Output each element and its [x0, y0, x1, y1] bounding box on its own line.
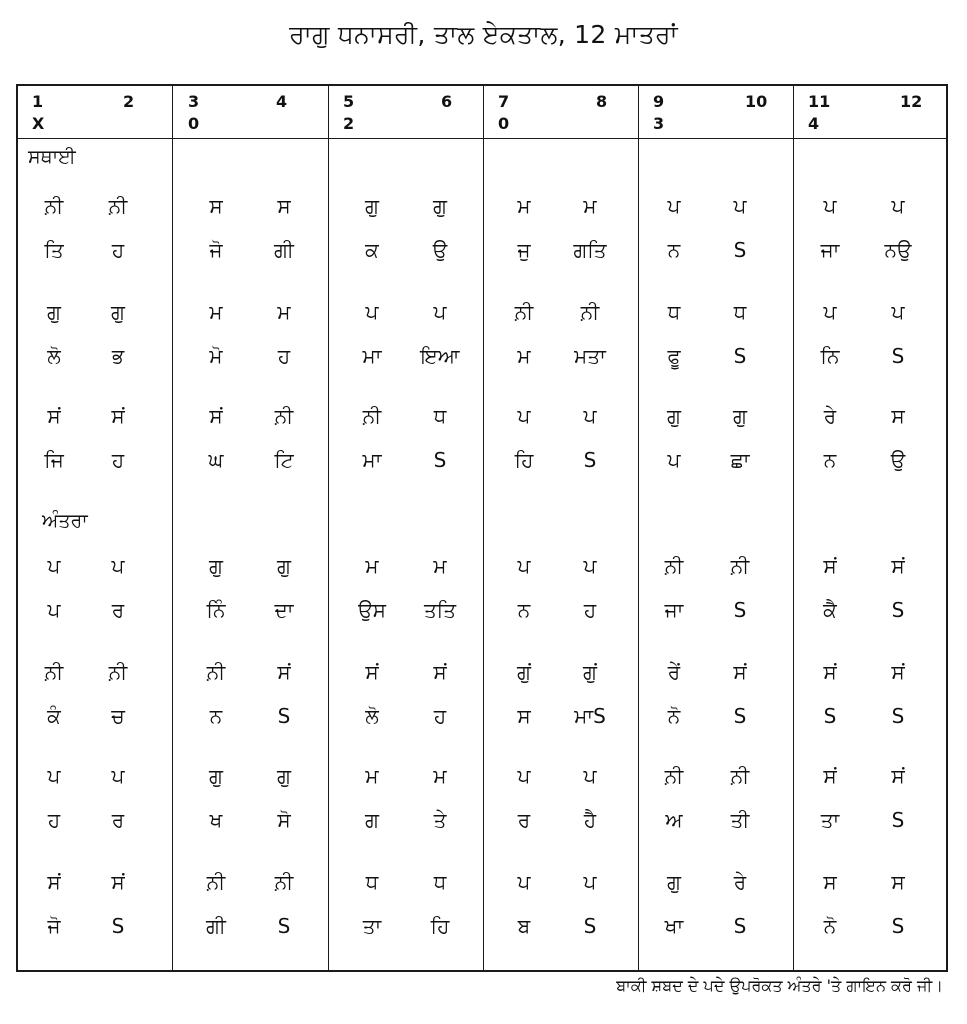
column-divider — [638, 86, 639, 970]
bol-cell: ਹੈ — [583, 808, 597, 832]
bol-cell: ਕ — [365, 238, 379, 262]
swar-cell: ਮ — [517, 194, 531, 218]
swar-cell: ਨ਼ੀ — [730, 554, 750, 578]
bol-cell: ਨ — [667, 238, 681, 262]
bol-cell: ਕੰ — [47, 704, 61, 728]
bol-cell: ਖ — [209, 808, 223, 832]
swar-cell: ਮ — [365, 554, 379, 578]
bol-cell: ਗਤਿ — [573, 238, 607, 262]
bol-cell: ਹਿ — [514, 448, 534, 472]
swar-cell: ਨ਼ੀ — [206, 870, 226, 894]
bol-cell: ਇਆ — [420, 344, 460, 368]
bol-cell: ਜੁ — [517, 238, 531, 262]
swar-cell: ਸਂ — [823, 764, 837, 788]
swar-cell: ਗੁ — [733, 404, 747, 428]
swar-cell: ਪ — [433, 300, 447, 324]
bol-cell: ਮ — [517, 344, 531, 368]
swar-cell: ਸਂ — [433, 660, 447, 684]
taal-mark: X — [32, 114, 45, 133]
swar-cell: ਸ — [277, 194, 291, 218]
bol-cell: S — [277, 914, 291, 938]
section-label-antra: ਅੰਤਰਾ — [42, 510, 88, 532]
swar-cell: ਗੁ — [209, 764, 223, 788]
swar-cell: ਸਂ — [277, 660, 291, 684]
taal-mark: 4 — [808, 114, 820, 133]
bol-cell: ਨਿ — [820, 344, 840, 368]
bol-cell: ਰ — [517, 808, 531, 832]
bol-cell: ਚ — [111, 704, 125, 728]
swar-cell: ਪ — [111, 554, 125, 578]
swar-cell: ਨ਼ੀ — [44, 660, 64, 684]
bol-cell: ਅ — [665, 808, 683, 832]
swar-cell: ਮ — [277, 300, 291, 324]
swar-cell: ਨ਼ੀ — [274, 404, 294, 428]
bol-cell: ਹ — [111, 238, 125, 262]
beat-number: 9 — [653, 92, 665, 111]
bol-cell: S — [823, 704, 837, 728]
bol-cell: ਭ — [111, 344, 125, 368]
beat-number: 10 — [745, 92, 768, 111]
taal-mark: 0 — [188, 114, 200, 133]
swar-cell: ਰੇ — [733, 870, 747, 894]
swar-cell: ਗੁ — [47, 300, 61, 324]
bol-cell: S — [583, 914, 597, 938]
bol-cell: S — [733, 704, 747, 728]
bol-cell: ਬ — [517, 914, 531, 938]
swar-cell: ਨ਼ੀ — [108, 660, 128, 684]
bol-cell: ਜਾ — [820, 238, 840, 262]
bol-cell: ਨਉ — [884, 238, 912, 262]
swar-cell: ਪ — [47, 554, 61, 578]
bol-cell: ਉਸ — [358, 598, 386, 622]
swar-cell: ਗੁਂ — [517, 660, 531, 684]
bol-cell: ਟਿ — [274, 448, 294, 472]
swar-cell: ਪ — [583, 554, 597, 578]
swar-cell: ਸ — [823, 870, 837, 894]
swar-cell: ਪ — [583, 764, 597, 788]
bol-cell: S — [891, 598, 905, 622]
taal-mark: 2 — [343, 114, 355, 133]
swar-cell: ਨ਼ੀ — [274, 870, 294, 894]
swar-cell: ਨ਼ੀ — [664, 554, 684, 578]
bol-cell: S — [111, 914, 125, 938]
taal-mark: 3 — [653, 114, 665, 133]
page-title: ਰਾਗੁ ਧਨਾਸਰੀ, ਤਾਲ ਏਕਤਾਲ, 12 ਮਾਤਰਾਂ — [289, 20, 678, 49]
bol-cell: S — [733, 238, 747, 262]
bol-cell: S — [733, 344, 747, 368]
swar-cell: ਸ — [209, 194, 223, 218]
bol-cell: S — [891, 914, 905, 938]
beat-number: 2 — [123, 92, 135, 111]
bol-cell: ਗ — [365, 808, 379, 832]
bol-cell: ਨੋ — [823, 914, 837, 938]
beat-number: 1 — [32, 92, 44, 111]
swar-cell: ਧ — [667, 300, 681, 324]
bol-cell: ਹ — [433, 704, 447, 728]
bol-cell: ਤੇ — [433, 808, 447, 832]
bol-cell: ਸ — [517, 704, 531, 728]
swar-cell: ਮ — [209, 300, 223, 324]
bol-cell: ਮਾS — [574, 704, 606, 728]
taal-mark: 0 — [498, 114, 510, 133]
bol-cell: ਮਤਾ — [574, 344, 606, 368]
bol-cell: S — [583, 448, 597, 472]
bol-cell: ਤਤਿ — [423, 598, 457, 622]
bol-cell: ਦਾ — [274, 598, 294, 622]
bol-cell: ਮਾ — [362, 344, 382, 368]
bol-cell: ਜਿ — [44, 448, 64, 472]
bol-cell: ਕੈ — [823, 598, 837, 622]
swar-cell: ਪ — [517, 554, 531, 578]
swar-cell: ਨ਼ੀ — [362, 404, 382, 428]
beat-number: 8 — [596, 92, 608, 111]
swar-cell: ਪ — [583, 404, 597, 428]
bol-cell: ਮਾ — [362, 448, 382, 472]
bol-cell: S — [891, 808, 905, 832]
swar-cell: ਮ — [365, 764, 379, 788]
swar-cell: ਸ — [891, 404, 905, 428]
bol-cell: ਹ — [583, 598, 597, 622]
bol-cell: ਨਿੰ — [206, 598, 226, 622]
beat-number: 5 — [343, 92, 355, 111]
bol-cell: ਉ — [432, 238, 448, 262]
bol-cell: ਲੋ — [365, 704, 379, 728]
bol-cell: ਪ — [667, 448, 681, 472]
bol-cell: S — [891, 344, 905, 368]
swar-cell: ਪ — [47, 764, 61, 788]
beat-number: 4 — [276, 92, 288, 111]
swar-cell: ਗੁ — [365, 194, 379, 218]
bol-cell: ਜੋ — [47, 914, 61, 938]
swar-cell: ਰੇ — [823, 404, 837, 428]
bol-cell: ਗੀ — [206, 914, 226, 938]
section-label-sthayi: ਸਥਾਈ — [28, 146, 76, 168]
swar-cell: ਸਂ — [111, 404, 125, 428]
bol-cell: ਖਾ — [664, 914, 684, 938]
column-divider — [793, 86, 794, 970]
swar-cell: ਗੁ — [667, 404, 681, 428]
swar-cell: ਨ਼ੀ — [664, 764, 684, 788]
bol-cell: ਨ — [823, 448, 837, 472]
swar-cell: ਪ — [891, 300, 905, 324]
bol-cell: ਜਾ — [664, 598, 684, 622]
swar-cell: ਸਂ — [891, 660, 905, 684]
bol-cell: S — [733, 598, 747, 622]
bol-cell: ਫੂ — [667, 344, 681, 368]
bol-cell: ਤਾ — [362, 914, 382, 938]
bol-cell: S — [733, 914, 747, 938]
swar-cell: ਧ — [365, 870, 379, 894]
bol-cell: S — [891, 704, 905, 728]
bol-cell: ਘ — [208, 448, 224, 472]
swar-cell: ਨ਼ੀ — [206, 660, 226, 684]
bol-cell: ਉ — [890, 448, 906, 472]
bol-cell: ਜੋ — [209, 238, 223, 262]
beat-number: 6 — [441, 92, 453, 111]
swar-cell: ਗੁ — [277, 764, 291, 788]
swar-cell: ਗੁ — [209, 554, 223, 578]
bol-cell: ਤੀ — [730, 808, 750, 832]
header-divider — [18, 138, 946, 139]
swar-cell: ਸਂ — [823, 554, 837, 578]
column-divider — [328, 86, 329, 970]
swar-cell: ਮ — [433, 554, 447, 578]
swar-cell: ਸਂ — [47, 404, 61, 428]
footer-note: ਬਾਕੀ ਸ਼ਬਦ ਦੇ ਪਦੇ ਉਪਰੋਕਤ ਅੰਤਰੇ 'ਤੇ ਗਾਇਨ ਕਰੋ ਜੀ। — [616, 976, 943, 995]
swar-cell: ਸਂ — [823, 660, 837, 684]
bol-cell: ਪ — [47, 598, 61, 622]
bol-cell: ਨ — [517, 598, 531, 622]
column-divider — [483, 86, 484, 970]
swar-cell: ਰੇਂ — [667, 660, 681, 684]
bol-cell: ਨ — [209, 704, 223, 728]
bol-cell: S — [433, 448, 447, 472]
swar-cell: ਪ — [667, 194, 681, 218]
swar-cell: ਗੁ — [277, 554, 291, 578]
swar-cell: ਸਂ — [733, 660, 747, 684]
swar-cell: ਗੁ — [667, 870, 681, 894]
swar-cell: ਸਂ — [891, 554, 905, 578]
swar-cell: ਪ — [517, 404, 531, 428]
swar-cell: ਧ — [433, 870, 447, 894]
beat-number: 7 — [498, 92, 510, 111]
beat-number: 12 — [900, 92, 923, 111]
swar-cell: ਗੁ — [433, 194, 447, 218]
swar-cell: ਨ਼ੀ — [44, 194, 64, 218]
bol-cell: ਸੋ — [277, 808, 291, 832]
notation-table — [16, 84, 948, 972]
bol-cell: ਹਿ — [430, 914, 450, 938]
swar-cell: ਧ — [733, 300, 747, 324]
bol-cell: ਰ — [111, 598, 125, 622]
swar-cell: ਪ — [823, 194, 837, 218]
bol-cell: ਲੋ — [47, 344, 61, 368]
swar-cell: ਸਂ — [209, 404, 223, 428]
swar-cell: ਪ — [891, 194, 905, 218]
bol-cell: ਗੀ — [274, 238, 294, 262]
swar-cell: ਸਂ — [47, 870, 61, 894]
swar-cell: ਸਂ — [111, 870, 125, 894]
bol-cell: ਹ — [111, 448, 125, 472]
swar-cell: ਮ — [433, 764, 447, 788]
bol-cell: S — [277, 704, 291, 728]
swar-cell: ਨ਼ੀ — [730, 764, 750, 788]
swar-cell: ਸਂ — [891, 764, 905, 788]
swar-cell: ਪ — [517, 870, 531, 894]
swar-cell: ਪ — [517, 764, 531, 788]
swar-cell: ਨ਼ੀ — [108, 194, 128, 218]
swar-cell: ਸ — [891, 870, 905, 894]
bol-cell: ਨੋ — [667, 704, 681, 728]
bol-cell: ਹ — [277, 344, 291, 368]
swar-cell: ਪ — [583, 870, 597, 894]
column-divider — [172, 86, 173, 970]
swar-cell: ਪ — [733, 194, 747, 218]
bol-cell: ਤਾ — [820, 808, 840, 832]
swar-cell: ਨ਼ੀ — [514, 300, 534, 324]
swar-cell: ਧ — [433, 404, 447, 428]
swar-cell: ਸਂ — [365, 660, 379, 684]
swar-cell: ਗੁਂ — [583, 660, 597, 684]
bol-cell: ਹ — [47, 808, 61, 832]
beat-number: 3 — [188, 92, 200, 111]
swar-cell: ਪ — [365, 300, 379, 324]
swar-cell: ਗੁ — [111, 300, 125, 324]
swar-cell: ਪ — [111, 764, 125, 788]
swar-cell: ਨ਼ੀ — [580, 300, 600, 324]
swar-cell: ਪ — [823, 300, 837, 324]
bol-cell: ਮੋ — [209, 344, 223, 368]
swar-cell: ਮ — [583, 194, 597, 218]
bol-cell: ਛਾ — [730, 448, 750, 472]
bol-cell: ਰ — [111, 808, 125, 832]
bol-cell: ਤਿ — [44, 238, 64, 262]
beat-number: 11 — [808, 92, 831, 111]
